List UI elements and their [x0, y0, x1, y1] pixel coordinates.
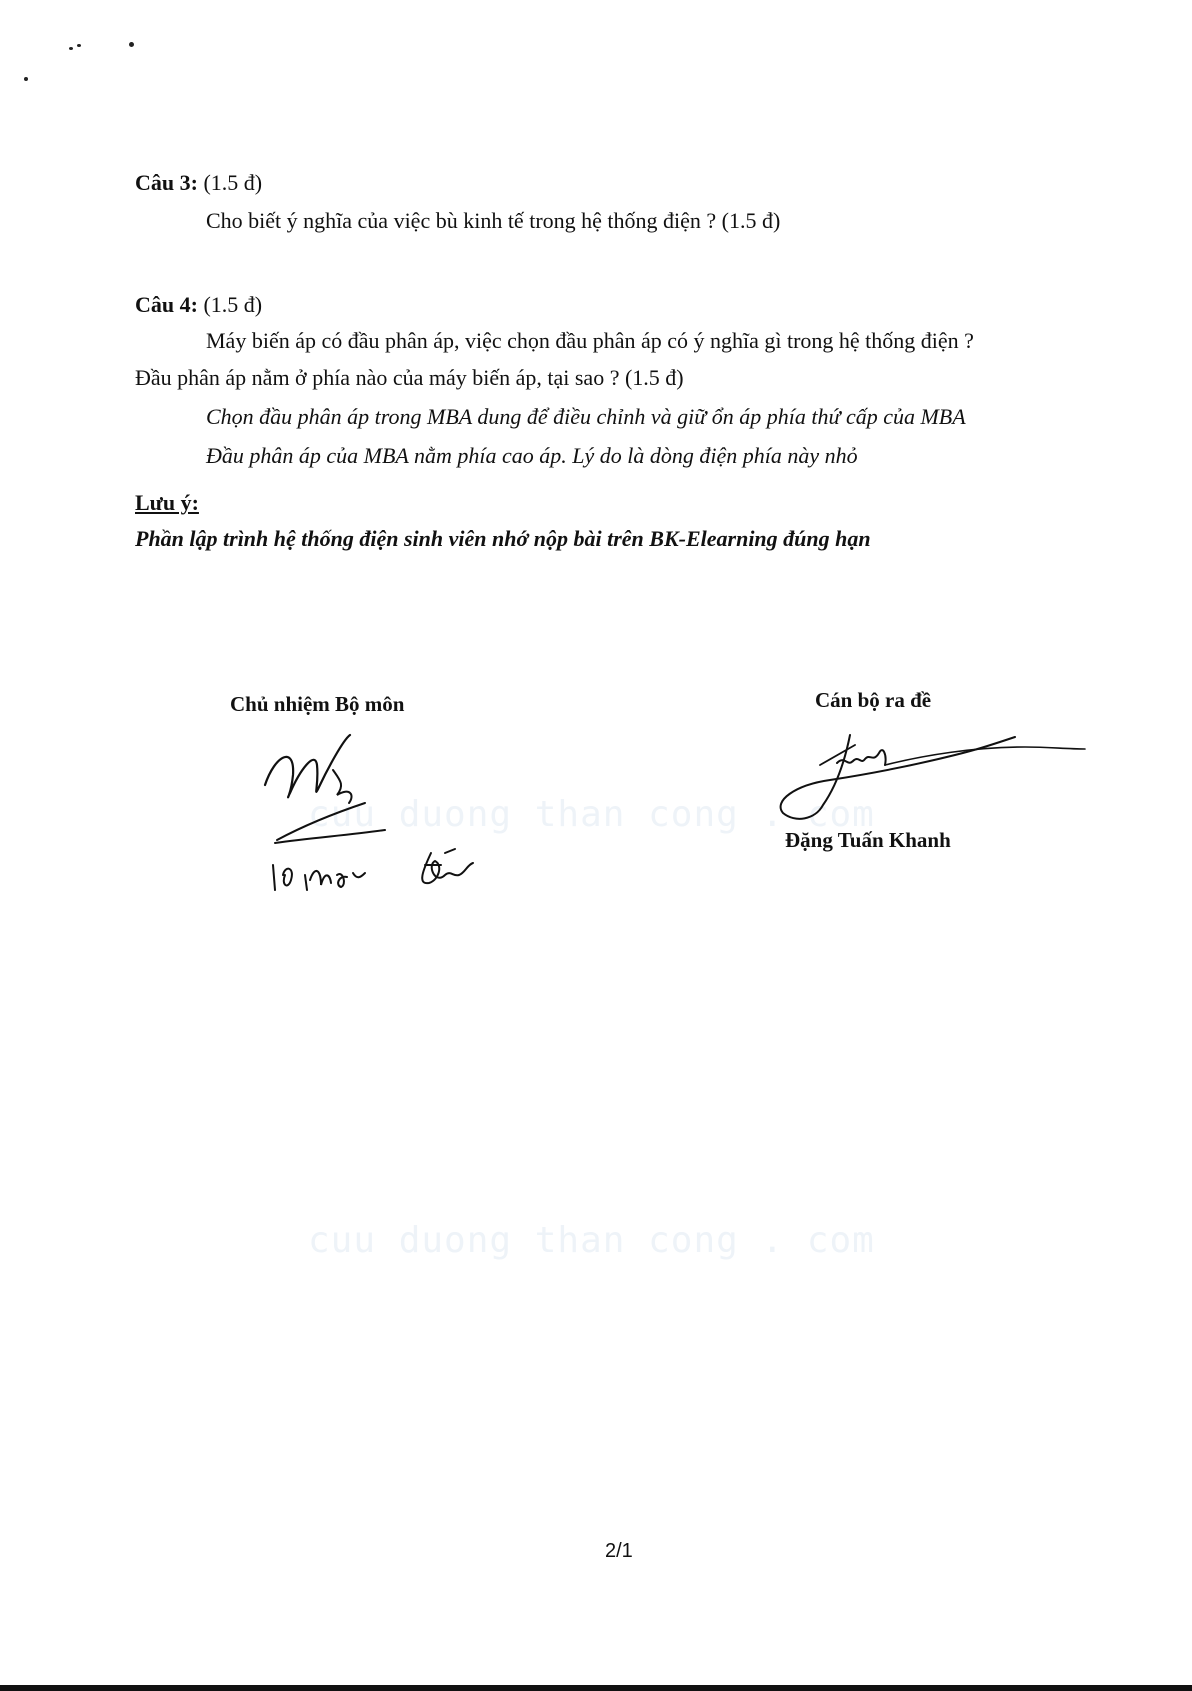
question-4-text-line-1: Máy biến áp có đầu phân áp, việc chọn đầu phân áp có ý nghĩa gì trong hệ thống điện ?: [206, 328, 974, 353]
question-4-text-line-2: Đầu phân áp nằm ở phía nào của máy biến áp, tại sao ? (1.5 đ): [135, 365, 684, 390]
scan-speck: [24, 77, 28, 81]
examiner-name: Đặng Tuấn Khanh: [785, 828, 951, 852]
department-head-signature: [255, 725, 515, 895]
page-number: 2/1: [605, 1540, 633, 1562]
note-heading: Lưu ý:: [135, 490, 199, 515]
question-4-answer-line-1: Chọn đầu phân áp trong MBA dung để điều chỉnh và giữ ổn áp phía thứ cấp của MBA: [206, 404, 966, 429]
scan-bottom-edge: [0, 1685, 1192, 1691]
examiner-title: Cán bộ ra đề: [815, 688, 932, 712]
question-4-heading: Câu 4: (1.5 đ): [135, 292, 263, 317]
scan-speck: [129, 42, 134, 47]
scan-speck: [77, 44, 81, 47]
examiner-signature: [775, 725, 1095, 825]
question-3-heading: Câu 3: (1.5 đ): [135, 170, 263, 195]
department-head-title: Chủ nhiệm Bộ môn: [230, 692, 405, 716]
question-3-text: Cho biết ý nghĩa của việc bù kinh tế trong hệ thống điện ? (1.5 đ): [206, 208, 781, 233]
note-text: Phần lập trình hệ thống điện sinh viên nhớ nộp bài trên BK-Elearning đúng hạn: [135, 526, 871, 551]
scan-speck: [69, 47, 73, 50]
watermark-text: cuu duong than cong . com: [308, 794, 875, 835]
watermark-text: cuu duong than cong . com: [308, 1220, 875, 1261]
question-4-answer-line-2: Đầu phân áp của MBA nằm phía cao áp. Lý do là dòng điện phía này nhỏ: [206, 443, 858, 468]
